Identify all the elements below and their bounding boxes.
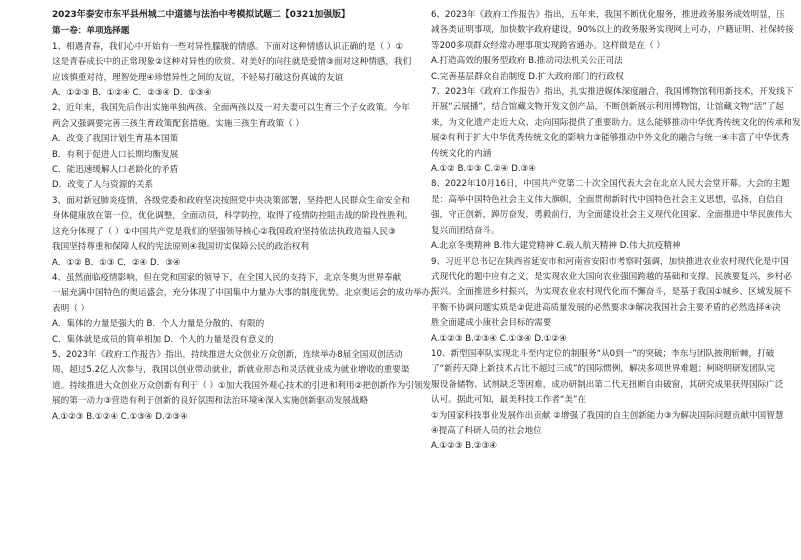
text-line: 应该慎重对待，理智处理④珍惜异性之间的友谊，不轻易打破这份真诚的友谊 xyxy=(52,72,344,83)
text-line: 是：高举中国特色社会主义伟大旗帜，全面贯彻新时代中国特色社会主义思想，弘扬，自信自 xyxy=(431,194,784,205)
text-line: A.打造高效的服务型政府 B.推动司法机关公正司法 xyxy=(431,56,623,67)
text-line: 展②有利于扩大中华优秀传统文化的影响力③能够推动中外文化的融合与统一④丰富了中华优秀 xyxy=(431,133,790,144)
text-line: 服设备储物、试剂缺乏等困难，成功研制出第二代无扭断自由破窗，其研究成果获得国际广泛 xyxy=(431,379,784,390)
text-line: 10、新型国率队实现北斗至内定位的制服务“从0到一”的突破；李东与团队披荆斩棘，打破 xyxy=(431,348,775,359)
text-line: A．①② B．①③ C．②④ D．③④ xyxy=(52,257,181,268)
text-line: 5、2023年《政府工作报告》指出，持续推进大众创业万众创新，连续举办8届全国双创活动 xyxy=(52,349,403,360)
text-line: 来，为文化遗产走近大众、走向国际提供了重要助力。这么能够推动中华优秀传统文化的传承和发 xyxy=(431,117,801,128)
section-heading: 第一卷：单项选择题 xyxy=(52,26,130,37)
text-line: ④提高了科研人员的社会地位 xyxy=(431,425,542,436)
text-line: 一届充满中国特色的奥运盛会，充分体现了中国集中力量办大事的制度优势。北京奥运会的成功举办， xyxy=(52,288,439,299)
text-line: C.完善基层群众自治制度 D.扩大政府部门的行政权 xyxy=(431,71,624,82)
text-line: 式现代化的题中应有之义，是实现农业大国向农业强国跨越的基础和支撑。民族要复兴，乡村必 xyxy=(431,271,792,282)
text-line: 认可。据此可知，最美科技工作者“美”在 xyxy=(431,395,586,406)
text-line: 两会又强调要完善三孩生育政策配套措施。实施三孩生育政策（ ） xyxy=(52,118,304,129)
text-line: ①为国家科技事业发展作出贡献 ②增强了我国的自主创新能力③为解决国际问题贡献中国智慧 xyxy=(431,410,784,421)
text-line: 2、近年来，我国先后作出实施单独两孩、全面两孩以及一对夫妻可以生育三个子女政策。今年 xyxy=(52,103,410,114)
text-line: 传统文化的内涵 xyxy=(431,148,492,159)
text-line: 周，超过5.2亿人次参与，我国以创业带动就业，新就业形态和灵活就业成为就业增收的重要渠 xyxy=(52,365,410,376)
text-line: A.北京冬奥精神 B.伟大建党精神 C.载人航天精神 D.伟大抗疫精神 xyxy=(431,241,681,252)
text-line: 平衡不协调问题实质是②促进高质量发展的必然要求③解决我国社会主要矛盾的必然选择④决 xyxy=(431,302,781,313)
text-line: A.①② B.①③ C.②④ D.③④ xyxy=(431,164,536,175)
text-line: 这充分体现了（ ）①中国共产党是我们的坚强领导核心②我国政府坚持依法执政造福人民③ xyxy=(52,226,396,237)
text-line: 这是青春成长中的正常现象②这种对异性的欣赏、对美好的向往就是爱情③面对这种情感，我们 xyxy=(52,57,412,68)
text-line: C．集体就是成员的简单相加 D．个人的力量是没有意义的 xyxy=(52,334,274,345)
text-line: 3、面对新冠肺炎疫情，各级党委和政府坚决按照党中央决策部署，坚持把人民群众生命安全和 xyxy=(52,195,410,206)
text-line: 9、习近平总书记在陕西省延安市和河南省安阳市考察时强调，加快推进农业农村现代化是中国 xyxy=(431,256,789,267)
text-line: 身体健康放在第一位，优化调整，全面动员，科学防控，取得了疫情防控阻击战的阶段性胜利。 xyxy=(52,211,413,222)
text-line: C．能迅速缓解人口老龄化的矛盾 xyxy=(52,165,179,176)
text-line: 胜全面建成小康社会目标的需要 xyxy=(431,318,552,329)
text-line: 振兴。全面推进乡村振兴，为实现农业农村现代化而不懈奋斗，是基于我国①城乡、区域发展不 xyxy=(431,287,792,298)
text-line: 7、2023年《政府工作报告》指出，扎实推进媒体深度融合，我国博物馆利用新技术，开发线下 xyxy=(431,87,794,98)
text-line: 道。持续推进大众创业万众创新有利于（ ）①加大我国外观心技术的引进和利用②把创新作为引领发 xyxy=(52,380,432,391)
text-line: 了“新药天降上新技术占比不超过三成”的国际惯例，解决多项世界难题；柯晓明研发团队完 xyxy=(431,364,776,375)
text-line: 1、相遇青春，我们心中开始有一些对异性朦胧的情感。下面对这种情感认识正确的是（ ）① xyxy=(52,41,404,52)
text-line: 开展“云展播”，结合馆藏文物开发文创产品，不断创新展示利用博物馆，让馆藏文物“活”了起 xyxy=(431,102,784,113)
document-title: 2023年泰安市东平县州城二中道德与法治中考模拟试题二【0321加强版】 xyxy=(52,10,350,20)
text-line: 4、虽然面临疫情影响，但在党和国家的领导下，在全国人民的支持下，北京冬奥为世界奉献 xyxy=(52,272,402,283)
text-line: A.①②③ B.①②④ C.①③④ D.②③④ xyxy=(52,411,188,422)
text-line: B．有利于促进人口长期均衡发展 xyxy=(52,149,179,160)
text-line: A.①②③ B.②③④ C.①③④ D.①②④ xyxy=(431,333,567,344)
text-line: 我国坚持尊重和保障人权的宪法原则④我国切实保障公民的政治权利 xyxy=(52,242,309,253)
left-column xyxy=(52,8,439,425)
text-line: 减各类证明事项，加快数字政府建设，90%以上的政务服务实现网上可办，户籍证明、社保转接 xyxy=(431,25,794,36)
text-line: A．改变了我国计划生育基本国策 xyxy=(52,134,179,145)
right-column xyxy=(431,8,801,455)
text-line: A．集体的力量是强大的 B．个人力量是分散的、有限的 xyxy=(52,319,265,330)
text-line: 强，守正创新，踔厉奋发，勇毅前行，为全面建设社会主义现代化国家、全面推进中华民族伟大 xyxy=(431,210,792,221)
text-line: 复兴而团结奋斗。 xyxy=(431,225,500,236)
text-line: A．①②③ B．①②④ C．②③④ D．①③④ xyxy=(52,88,212,99)
text-line: 8、2022年10月16日，中国共产党第二十次全国代表大会在北京人民大会堂开幕。大会的主题 xyxy=(431,179,790,190)
text-line: 表明（ ） xyxy=(52,303,90,314)
text-line: 等200多项群众经常办理事项实现跨省通办。这样做是在（ ） xyxy=(431,40,665,51)
text-line: A.①②③ B.②③④ xyxy=(431,441,498,452)
right-question-list xyxy=(431,8,801,455)
left-question-list xyxy=(52,40,439,425)
text-line: 6、2023年《政府工作报告》指出，五年来，我国不断优化服务，推进政务服务成效明显，压 xyxy=(431,10,785,20)
text-line: D．改变了人与资源的关系 xyxy=(52,180,154,191)
text-line: 展的第一动力③营造有利于创新的良好氛围和法治环境④深入实施创新驱动发展战略 xyxy=(52,396,369,407)
